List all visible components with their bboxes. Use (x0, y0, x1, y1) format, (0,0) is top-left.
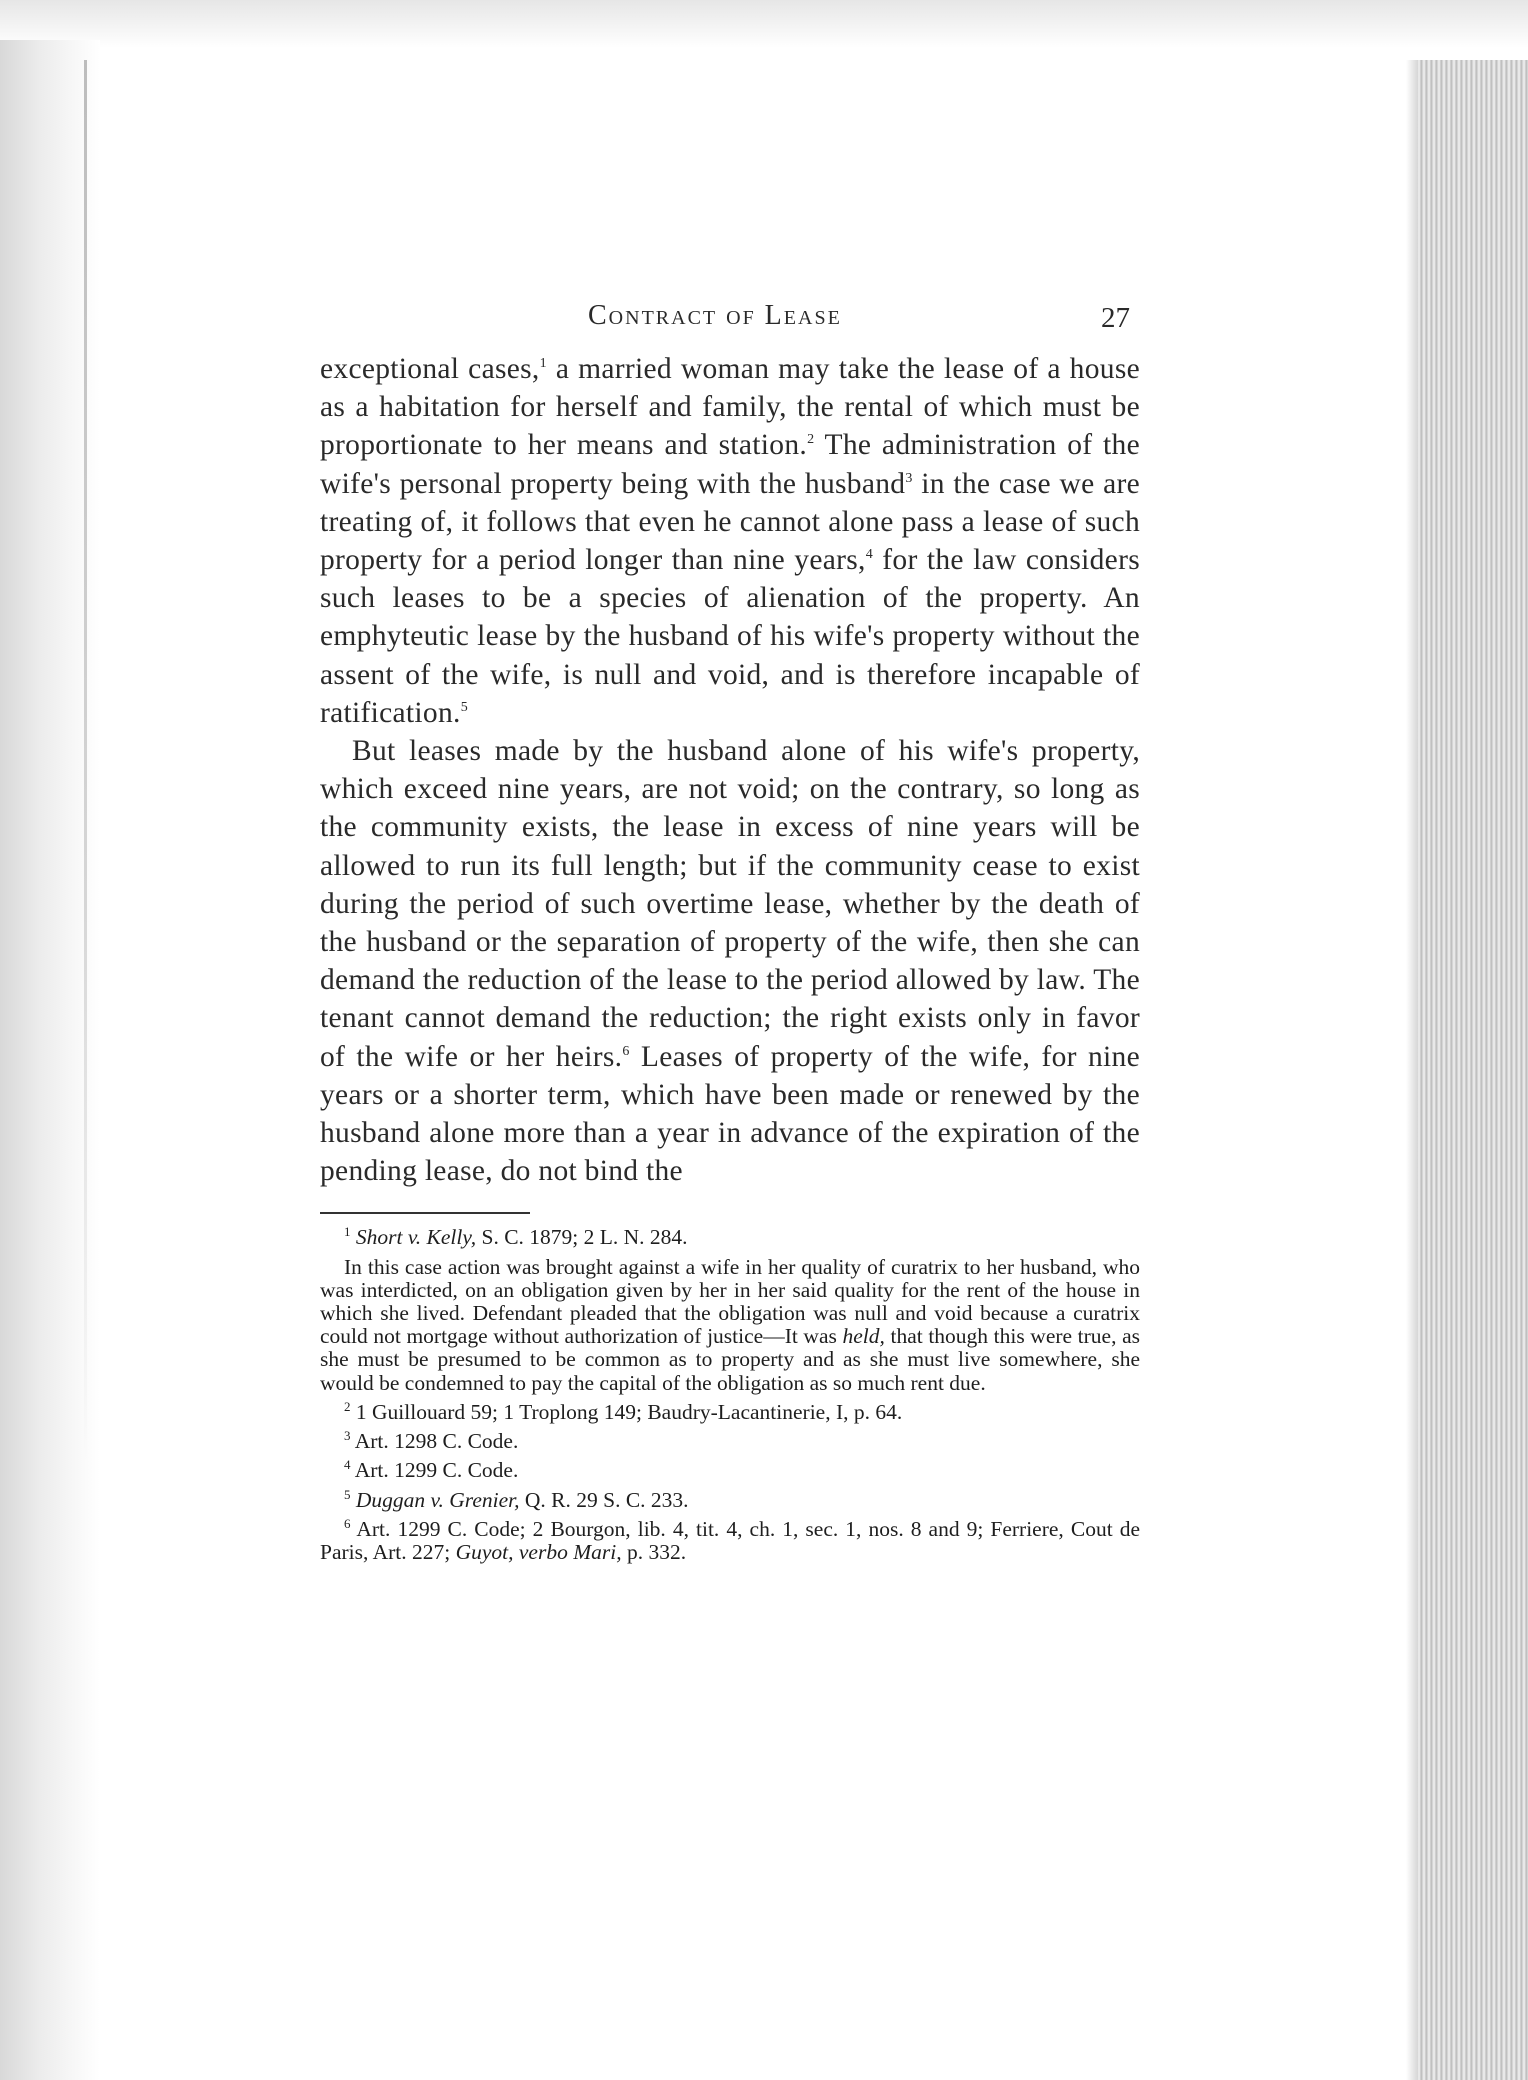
footnote-number: 4 (344, 1457, 351, 1473)
citation: S. C. 1879; 2 L. N. 284. (476, 1225, 688, 1250)
footnote-number: 1 (344, 1224, 351, 1240)
footnote-6 (320, 1515, 1140, 1564)
footnote-ref-2: 2 (807, 432, 815, 448)
footnote-5 (320, 1486, 1140, 1512)
citation: Q. R. 29 S. C. 233. (519, 1487, 689, 1512)
footnote-rule (320, 1212, 530, 1214)
running-head: Contract of Lease (588, 300, 842, 331)
text-run: But leases made by the husband alone of his wife's property, which exceed nine years, are not void; on the contrary, so long as the community exists, the lease in excess of nine years will be allowed to run its full length; but if the community cease to exist during the period of such overtime lease, whether by the death of the husband or the separation of property of the wife, then she can demand the reduction of the lease to the period allowed by law. The tenant cannot demand the reduction; the right exists only in favor of the wife or her heirs. (320, 735, 1140, 1073)
footnote-4 (320, 1459, 1140, 1482)
page-number: 27 (1101, 302, 1130, 334)
text-run: a married woman may take the lease of a house as a habitation for herself and family, the rental of which must be proportionate to her means and station. (320, 353, 1141, 462)
footnote-1-body (320, 1256, 1140, 1395)
footnote-1 (320, 1226, 1140, 1249)
main-text (320, 350, 1140, 1190)
text-run: In this case action was brought against a wife in her quality of curatrix to her husband, who was interdicted, on an obligation given by her in her said quality for the rent of the house in which she lived. Defendant pleaded that the obligation was null and void because a curatrix could not mortgage without authorization of justice—It was (320, 1254, 1140, 1349)
text-run-italic: held, (842, 1324, 885, 1349)
footnote-number: 3 (344, 1427, 351, 1443)
footnote-2 (320, 1398, 1140, 1424)
citation: p. 332. (621, 1539, 687, 1564)
book-page (320, 300, 1140, 1570)
footnote-ref-4: 4 (865, 547, 874, 563)
text-run: Leases of property of the wife, for nine years or a shorter term, which have been made or renewed by the husband alone more than a year in advance of the expiration of the pending lease, do not bind the (320, 1040, 1140, 1188)
footnote-ref-5: 5 (460, 700, 468, 715)
footnote-ref-1: 1 (539, 356, 547, 372)
citation: Art. 1299 C. Code. (350, 1458, 519, 1483)
footnote-number: 6 (344, 1515, 351, 1531)
footnote-ref-6: 6 (622, 1043, 630, 1059)
footnotes (320, 1226, 1140, 1564)
footnote-3 (320, 1427, 1140, 1454)
case-name: Short v. Kelly, (355, 1225, 477, 1250)
text-run: The administration of the wife's personal property being with the husband (320, 429, 1140, 500)
text-run: in the case we are treating of, it follows that even he cannot alone pass a lease of such property for a period longer than nine years, (320, 467, 1140, 577)
footnote-number: 2 (344, 1398, 351, 1414)
text-run: that though this were true, as she must be presumed to be common as to property and as she must live somewhere, she would be condemned to pay the capital of the obligation as so much rent due. (320, 1324, 1140, 1395)
gutter-line (84, 60, 87, 1460)
paragraph-2 (320, 732, 1140, 1190)
citation: Art. 1298 C. Code. (350, 1429, 519, 1454)
citation-italic: Guyot, verbo Mari, (455, 1539, 622, 1564)
page-fore-edge (1418, 60, 1528, 2080)
page-header (320, 300, 1140, 348)
citation: Art. 1299 C. Code; 2 Bourgon, lib. 4, tit. 4, ch. 1, sec. 1, nos. 8 and 9; Ferriere, Cout de Paris, Art. 227; (320, 1516, 1140, 1564)
citation: 1 Guillouard 59; 1 Troplong 149; Baudry-Lacantinerie, I, p. 64. (350, 1399, 903, 1424)
case-name: Duggan v. Grenier, (355, 1487, 520, 1512)
text-run: exceptional cases, (320, 353, 540, 385)
top-shadow (0, 0, 1528, 48)
text-run: for the law considers such leases to be a species of alienation of the property. An emphyteutic lease by the husband of his wife's property without the assent of the wife, is null and void, and is therefore incapable of ratification. (320, 544, 1140, 729)
footnote-ref-3: 3 (905, 470, 913, 486)
footnote-number: 5 (344, 1486, 351, 1502)
paragraph-1 (320, 350, 1140, 732)
